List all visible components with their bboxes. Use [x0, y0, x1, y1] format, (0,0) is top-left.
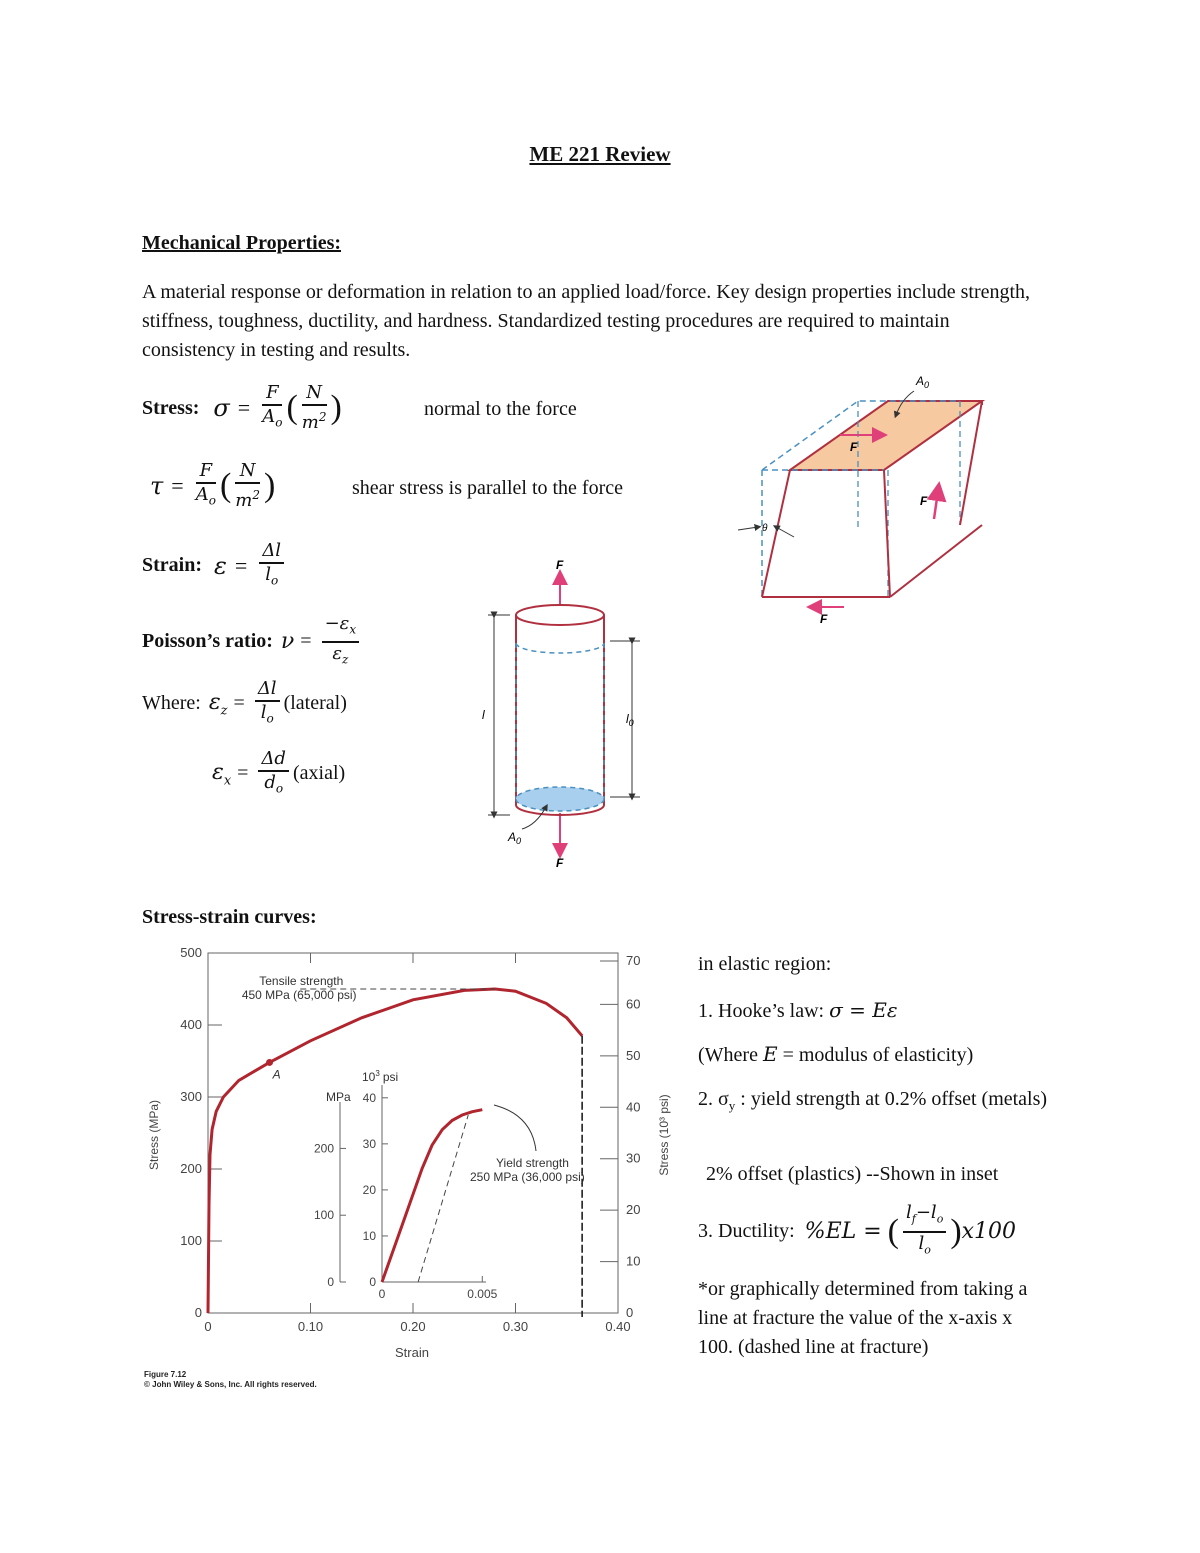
- hookes-law-label: 1. Hooke’s law:: [698, 1000, 825, 1022]
- y-right-tick-label: 30: [626, 1150, 641, 1166]
- poisson-formula: Poisson’s ratio: ν = $\frac{-\varepsilon_x}{\varepsilon_z}$: [142, 613, 363, 670]
- inset-psi-text: psi: [382, 1070, 399, 1084]
- ductility-num-sub2: o: [936, 1212, 944, 1226]
- lateral-strain-denominator: l: [260, 702, 267, 723]
- yield-sub: y: [728, 1098, 736, 1113]
- ductility-times: x100: [961, 1219, 1017, 1245]
- tensile-label-line1: Tensile strength: [259, 974, 344, 988]
- inset-mpa-tick-label: 200: [313, 1141, 334, 1156]
- axial-strain-sub: x: [223, 772, 232, 788]
- stress-strain-chart: [140, 945, 680, 1395]
- x-tick-label: 0.40: [605, 1319, 631, 1334]
- axial-strain-denominator: d: [264, 772, 276, 793]
- shear-unit-denominator: m: [235, 490, 253, 511]
- y-right-tick-label: 20: [626, 1202, 641, 1218]
- modulus-symbol: E: [762, 1042, 778, 1066]
- strain-formula: Strain: ε = $\frac{\Delta l}{l_o}$: [142, 540, 288, 592]
- shear-area-label: A: [916, 374, 925, 388]
- strain-label: Strain:: [142, 554, 202, 577]
- inset-psi-tick-label: 10: [362, 1228, 376, 1243]
- stress-unit-exp: 2: [318, 410, 327, 424]
- shear-unit-exp: 2: [252, 488, 260, 502]
- figure-caption-line1: Figure 7.12: [144, 1370, 187, 1379]
- y-tick-label: 100: [180, 1233, 202, 1248]
- y-right-tick-label: 0: [626, 1305, 634, 1320]
- axial-strain-denominator-sub: o: [275, 781, 284, 796]
- axial-strain-fraction: [258, 748, 289, 800]
- y-right-tick-label: 50: [626, 1047, 641, 1063]
- inset-psi-tick-label: 0: [369, 1275, 376, 1289]
- stress-unit-fraction: [302, 382, 327, 434]
- strain-symbol: ε: [214, 551, 227, 580]
- poisson-denominator: ε: [332, 642, 343, 664]
- modulus-open: (Where: [698, 1044, 758, 1066]
- y-right-tick-label: 70: [626, 953, 641, 968]
- axial-strain-symbol: ε: [212, 759, 224, 785]
- shear-note: shear stress is parallel to the force: [352, 477, 624, 499]
- x-tick-label: 0.30: [502, 1319, 529, 1334]
- inset-mpa-tick-label: 0: [327, 1275, 334, 1289]
- original-length-sub: 0: [628, 718, 634, 728]
- x-tick-label: 0: [204, 1319, 212, 1334]
- y-axis-title: Stress (MPa): [147, 1099, 161, 1171]
- shear-force-top: F: [850, 440, 858, 454]
- yield-note: [698, 1085, 1058, 1120]
- lateral-strain-denominator-sub: o: [266, 711, 274, 726]
- stress-label: Stress:: [142, 396, 200, 419]
- inset-psi-base: 10: [362, 1070, 376, 1084]
- strain-numerator: Δl: [259, 540, 284, 564]
- cylinder-area-sub: 0: [516, 836, 522, 846]
- lateral-strain-symbol: ε: [208, 689, 221, 715]
- force-label-bottom: F: [556, 856, 564, 870]
- y-tick-label: 200: [180, 1161, 202, 1176]
- ductility-label: 3. Ductility:: [698, 1220, 795, 1243]
- x-tick-label: 0.10: [297, 1319, 324, 1334]
- ductility-formula: 3. Ductility: %EL = ( $\frac{l_f-l_o}{l_o}$ ) x100: [698, 1202, 1016, 1261]
- stress-numerator: F: [262, 382, 282, 406]
- poisson-fraction: [322, 613, 360, 670]
- yield-label-line1: Yield strength: [496, 1156, 569, 1170]
- lateral-strain-sub: z: [220, 702, 228, 718]
- ductility-den: l: [918, 1232, 925, 1254]
- lateral-note: (lateral): [283, 692, 347, 715]
- hookes-law-note: [698, 996, 898, 1026]
- shear-fraction: [196, 460, 216, 512]
- stress-strain-heading: Stress-strain curves:: [142, 906, 317, 928]
- lateral-strain-formula: Where: $\varepsilon_z$ = $\frac{\Delta l}{l_o}$ (lateral): [142, 678, 347, 730]
- axial-strain-formula: $\varepsilon_x$ = $\frac{\Delta d}{d_o}$ (axial): [212, 748, 345, 800]
- cylinder-area-label: A: [508, 830, 517, 844]
- inset-mpa-unit: MPa: [326, 1090, 351, 1104]
- chart-frame: [208, 953, 618, 1313]
- lateral-strain-numerator: Δl: [255, 678, 280, 702]
- ductility-num-l: l: [906, 1202, 912, 1223]
- cross-section-face: [516, 787, 604, 811]
- where-label: Where:: [142, 692, 201, 715]
- ductility-num-rest: −l: [915, 1202, 937, 1223]
- axial-strain-numerator: Δd: [258, 748, 289, 772]
- tensile-cylinder-figure: [470, 555, 660, 875]
- intro-paragraph: A material response or deformation in relation to an applied load/force. Key design properties include strength, stiffness, toughness, ductility, and hardness. Standardized testing procedures are required to maintain consistency in testing and results.: [142, 281, 1031, 361]
- inset-x-tick-label: 0.005: [467, 1287, 498, 1301]
- svg-text:A0: [507, 830, 521, 846]
- strain-denominator-sub: o: [270, 573, 279, 588]
- y-tick-label: 500: [180, 945, 202, 960]
- strain-denominator: l: [265, 564, 271, 585]
- hookes-law-formula: σ = Eε: [829, 998, 898, 1022]
- point-a-marker: [266, 1059, 273, 1066]
- length-label: l: [482, 708, 485, 722]
- shear-numerator: F: [196, 460, 216, 484]
- poisson-denominator-sub: z: [342, 652, 349, 667]
- shear-block-figure: [730, 365, 1000, 630]
- poisson-label: Poisson’s ratio:: [142, 630, 273, 653]
- yield-symbol: 2. σ: [698, 1088, 729, 1110]
- page-title: ME 221 Review: [529, 142, 671, 166]
- stress-note: normal to the force: [424, 398, 577, 420]
- svg-text:A0: [915, 374, 929, 390]
- poisson-numerator-sub: x: [349, 622, 357, 637]
- stress-symbol: σ: [213, 394, 230, 422]
- stress-denominator-sub: o: [275, 415, 283, 430]
- cylinder-top: [516, 605, 604, 625]
- ductility-den-sub: o: [924, 1243, 931, 1257]
- angle-label: θ: [762, 523, 768, 534]
- y-right-tick-label: 60: [626, 996, 641, 1012]
- inset-psi-tick-label: 30: [362, 1136, 376, 1151]
- svg-text:l0: [626, 712, 634, 728]
- force-label-top: F: [556, 558, 564, 572]
- graphical-note: *or graphically determined from taking a line at fracture the value of the x-axis x 100. (dashed line at fracture): [698, 1278, 1028, 1358]
- strain-fraction: [259, 540, 284, 592]
- y-tick-label: 300: [180, 1089, 202, 1104]
- shear-formula: τ = $\frac{F}{A_o}$ ( $\frac{N}{m^2}$ ): [150, 460, 276, 511]
- original-length-label: l: [626, 712, 629, 726]
- point-a-label: A: [272, 1067, 281, 1082]
- mechanical-properties-heading: Mechanical Properties:: [142, 232, 342, 254]
- shear-unit-numerator: N: [235, 460, 260, 484]
- poisson-symbol: ν: [280, 629, 295, 655]
- x-axis-title: Strain: [395, 1345, 429, 1360]
- shear-symbol: τ: [150, 472, 164, 500]
- shear-denominator-sub: o: [208, 493, 216, 508]
- shear-area-sub: 0: [924, 380, 930, 390]
- stress-fraction: [262, 382, 282, 434]
- force-arrow-side: [934, 491, 938, 519]
- y-right-tick-label: 40: [626, 1099, 641, 1115]
- lateral-strain-fraction: [255, 678, 280, 730]
- inset-psi-tick-label: 40: [362, 1090, 376, 1105]
- ductility-lhs: %EL =: [804, 1219, 882, 1245]
- figure-caption-line2: © John Wiley & Sons, Inc. All rights reserved.: [144, 1380, 317, 1389]
- yield-label-line2: 250 MPa (36,000 psi): [470, 1170, 585, 1184]
- modulus-note: [698, 1040, 973, 1070]
- stress-unit-numerator: N: [302, 382, 327, 406]
- ductility-num-sub: f: [911, 1212, 916, 1226]
- y-axis-right-title: Stress (10³ psi): [657, 1094, 671, 1176]
- yield-text: : yield strength at 0.2% offset (metals): [735, 1088, 1048, 1110]
- inset-psi-tick-label: 20: [362, 1182, 376, 1197]
- plastics-note: 2% offset (plastics) --Shown in inset: [706, 1163, 999, 1185]
- tensile-label-line2: 450 MPa (65,000 psi): [241, 988, 357, 1002]
- elastic-region-note: in elastic region:: [698, 953, 832, 975]
- stress-denominator: A: [262, 406, 276, 428]
- poisson-numerator: −ε: [324, 613, 350, 634]
- stress-formula: Stress: σ = $\frac{F}{A_o}$ ( $\frac{N}{m^2}$ ): [142, 382, 342, 433]
- shear-unit-fraction: [235, 460, 260, 512]
- inset-psi-exp: 3: [375, 1069, 380, 1078]
- inset-x-tick-label: 0: [378, 1287, 386, 1301]
- y-tick-label: 0: [194, 1305, 202, 1320]
- ductility-fraction: [903, 1202, 946, 1261]
- x-tick-label: 0.20: [400, 1319, 426, 1334]
- y-tick-label: 400: [180, 1017, 202, 1032]
- modulus-text: = modulus of elasticity): [782, 1044, 974, 1066]
- inset-mpa-tick-label: 100: [313, 1208, 334, 1223]
- shear-denominator: A: [195, 484, 209, 506]
- stress-unit-denominator: m: [301, 412, 319, 433]
- sheared-top-face: [790, 401, 982, 470]
- axial-note: (axial): [292, 762, 346, 785]
- shear-force-side: F: [920, 494, 928, 508]
- y-right-tick-label: 10: [626, 1253, 641, 1269]
- shear-force-bottom: F: [820, 612, 828, 626]
